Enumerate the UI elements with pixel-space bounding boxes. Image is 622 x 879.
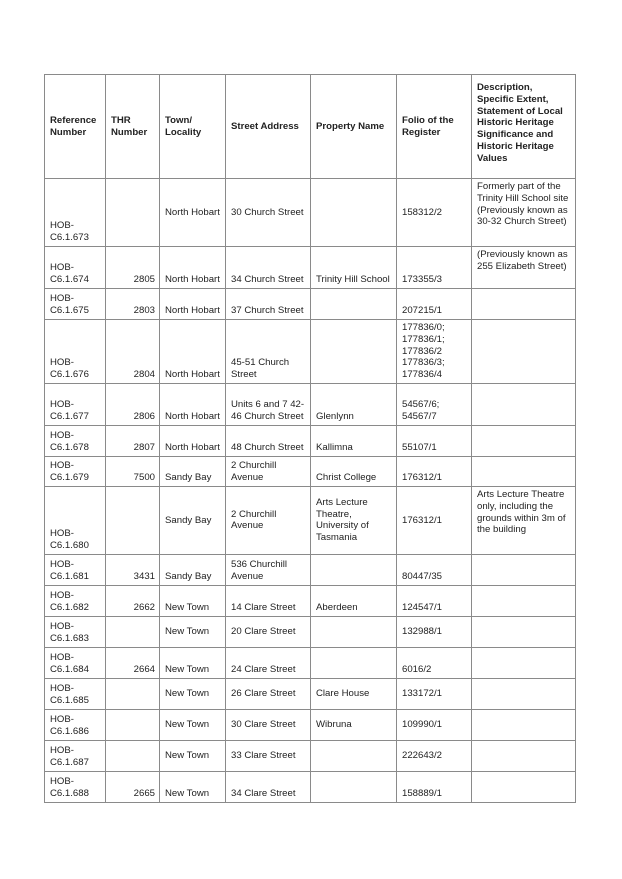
cell-thr-number: 2805 [106,247,160,289]
cell-reference: HOB-C6.1.688 [45,771,106,802]
cell-town: New Town [160,585,226,616]
cell-street-address: 2 Churchill Avenue [226,486,311,554]
cell-thr-number [106,740,160,771]
cell-thr-number [106,709,160,740]
cell-town: Sandy Bay [160,554,226,585]
table-row [45,678,576,709]
cell-reference: HOB-C6.1.686 [45,709,106,740]
table-row [45,289,576,320]
cell-thr-number: 2806 [106,383,160,425]
cell-folio: 6016/2 [397,647,472,678]
cell-town: North Hobart [160,289,226,320]
table-row [45,320,576,384]
table-row [45,456,576,486]
cell-reference: HOB-C6.1.678 [45,425,106,456]
heritage-register-table [44,74,576,803]
cell-thr-number: 7500 [106,456,160,486]
cell-property-name: Kallimna [311,425,397,456]
cell-property-name [311,289,397,320]
cell-description [472,647,576,678]
cell-street-address: 30 Church Street [226,179,311,247]
cell-folio: 158312/2 [397,179,472,247]
cell-folio: 158889/1 [397,771,472,802]
cell-thr-number: 2803 [106,289,160,320]
cell-town: North Hobart [160,320,226,384]
header-folio: Folio of the Register [397,75,472,179]
cell-street-address: 37 Church Street [226,289,311,320]
cell-description [472,554,576,585]
header-street-address: Street Address [226,75,311,179]
cell-property-name [311,616,397,647]
table-row [45,616,576,647]
cell-description [472,456,576,486]
cell-description [472,678,576,709]
table-row [45,771,576,802]
cell-thr-number [106,616,160,647]
cell-folio: 133172/1 [397,678,472,709]
cell-street-address: Units 6 and 7 42-46 Church Street [226,383,311,425]
table-row [45,425,576,456]
cell-street-address: 2 Churchill Avenue [226,456,311,486]
table-row [45,179,576,247]
table-row [45,486,576,554]
table-row [45,585,576,616]
table-row [45,709,576,740]
cell-property-name: Christ College [311,456,397,486]
cell-property-name [311,740,397,771]
cell-folio: 222643/2 [397,740,472,771]
cell-property-name: Glenlynn [311,383,397,425]
cell-street-address: 24 Clare Street [226,647,311,678]
table-row [45,740,576,771]
cell-property-name: Trinity Hill School [311,247,397,289]
cell-street-address: 34 Clare Street [226,771,311,802]
cell-street-address: 33 Clare Street [226,740,311,771]
header-row [45,75,576,179]
cell-reference: HOB-C6.1.684 [45,647,106,678]
cell-town: New Town [160,771,226,802]
cell-description [472,320,576,384]
table-row [45,554,576,585]
cell-town: New Town [160,678,226,709]
cell-folio: 177836/0; 177836/1; 177836/2 177836/3; 177836/4 [397,320,472,384]
cell-description [472,289,576,320]
cell-street-address: 536 Churchill Avenue [226,554,311,585]
cell-property-name: Arts Lecture Theatre, University of Tasmania [311,486,397,554]
cell-description [472,383,576,425]
cell-town: North Hobart [160,247,226,289]
table-row [45,383,576,425]
cell-property-name: Wibruna [311,709,397,740]
cell-description: Formerly part of the Trinity Hill School site (Previously known as 30-32 Church Street) [472,179,576,247]
cell-reference: HOB-C6.1.681 [45,554,106,585]
cell-town: North Hobart [160,383,226,425]
cell-street-address: 48 Church Street [226,425,311,456]
cell-thr-number [106,678,160,709]
cell-street-address: 14 Clare Street [226,585,311,616]
cell-town: Sandy Bay [160,456,226,486]
cell-folio: 55107/1 [397,425,472,456]
cell-thr-number [106,179,160,247]
cell-description [472,425,576,456]
cell-description [472,616,576,647]
cell-town: New Town [160,709,226,740]
cell-folio: 207215/1 [397,289,472,320]
cell-street-address: 45-51 Church Street [226,320,311,384]
cell-property-name [311,771,397,802]
cell-folio: 176312/1 [397,486,472,554]
cell-town: New Town [160,740,226,771]
cell-folio: 176312/1 [397,456,472,486]
cell-property-name [311,647,397,678]
cell-folio: 124547/1 [397,585,472,616]
cell-street-address: 20 Clare Street [226,616,311,647]
cell-town: New Town [160,616,226,647]
cell-reference: HOB-C6.1.683 [45,616,106,647]
header-description: Description, Specific Extent, Statement of Local Historic Heritage Significance and Historic Heritage Values [472,75,576,179]
cell-property-name [311,320,397,384]
cell-street-address: 34 Church Street [226,247,311,289]
cell-street-address: 30 Clare Street [226,709,311,740]
header-property-name: Property Name [311,75,397,179]
cell-reference: HOB-C6.1.680 [45,486,106,554]
cell-street-address: 26 Clare Street [226,678,311,709]
cell-description [472,709,576,740]
cell-folio: 80447/35 [397,554,472,585]
cell-thr-number: 2665 [106,771,160,802]
cell-reference: HOB-C6.1.673 [45,179,106,247]
cell-town: North Hobart [160,179,226,247]
cell-property-name [311,179,397,247]
cell-description: (Previously known as 255 Elizabeth Street) [472,247,576,289]
table-row [45,247,576,289]
cell-reference: HOB-C6.1.687 [45,740,106,771]
header-thr-number: THR Number [106,75,160,179]
cell-property-name: Aberdeen [311,585,397,616]
table-row [45,647,576,678]
cell-thr-number: 2807 [106,425,160,456]
cell-reference: HOB-C6.1.674 [45,247,106,289]
cell-thr-number: 3431 [106,554,160,585]
cell-town: Sandy Bay [160,486,226,554]
cell-reference: HOB-C6.1.685 [45,678,106,709]
cell-description [472,771,576,802]
cell-reference: HOB-C6.1.677 [45,383,106,425]
cell-description [472,585,576,616]
cell-reference: HOB-C6.1.679 [45,456,106,486]
cell-reference: HOB-C6.1.682 [45,585,106,616]
header-town-locality: Town/ Locality [160,75,226,179]
table-body [45,179,576,803]
cell-thr-number: 2804 [106,320,160,384]
cell-town: North Hobart [160,425,226,456]
cell-town: New Town [160,647,226,678]
cell-property-name [311,554,397,585]
cell-property-name: Clare House [311,678,397,709]
cell-thr-number: 2662 [106,585,160,616]
cell-folio: 54567/6; 54567/7 [397,383,472,425]
cell-reference: HOB-C6.1.676 [45,320,106,384]
cell-folio: 109990/1 [397,709,472,740]
header-reference-number: Reference Number [45,75,106,179]
cell-thr-number: 2664 [106,647,160,678]
cell-folio: 173355/3 [397,247,472,289]
cell-reference: HOB-C6.1.675 [45,289,106,320]
cell-folio: 132988/1 [397,616,472,647]
cell-description [472,740,576,771]
cell-thr-number [106,486,160,554]
cell-description: Arts Lecture Theatre only, including the grounds within 3m of the building [472,486,576,554]
